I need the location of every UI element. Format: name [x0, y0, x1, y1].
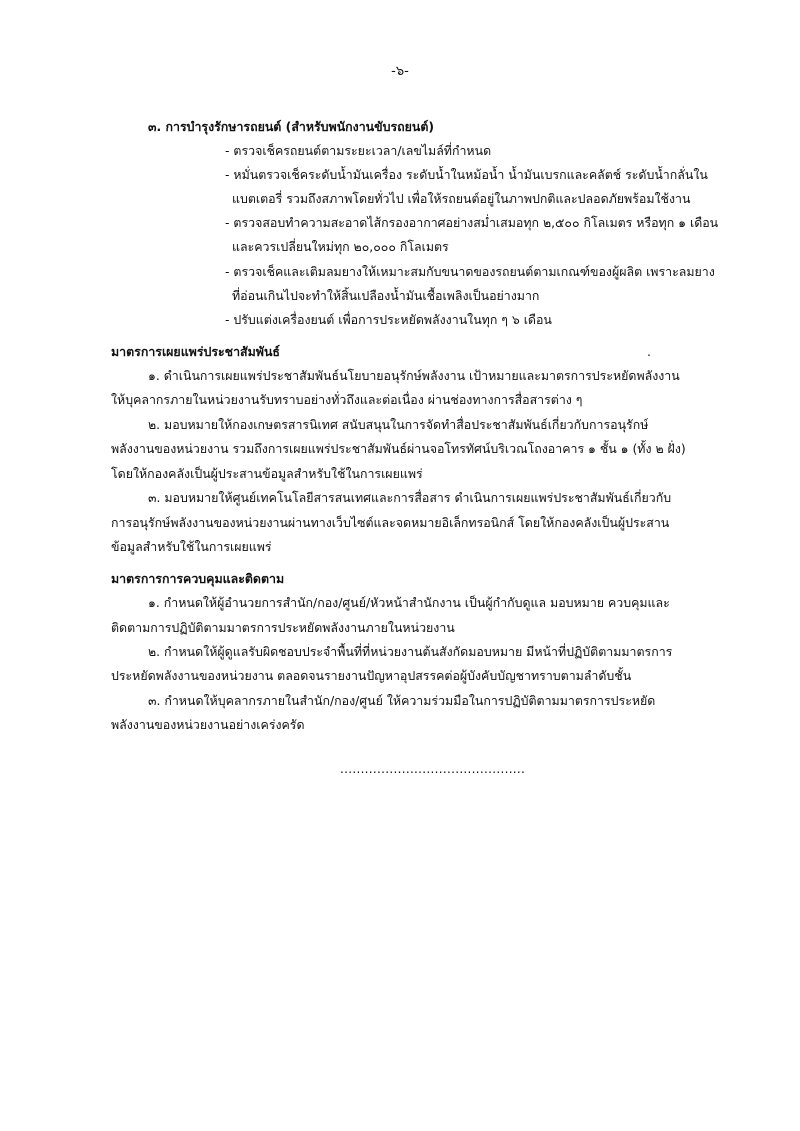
section3-bullet-3-cont: และควรเปลี่ยนใหม่ทุก ๒๐,๐๐๐ กิโลเมตร: [232, 239, 449, 254]
end-dotted-line: .............................................: [340, 762, 526, 776]
page-number: -๖-: [391, 64, 409, 79]
control-item-3-cont: พลังงานของหน่วยงานอย่างเคร่งครัด: [111, 717, 305, 732]
publicity-item-3-cont-1: การอนุรักษ์พลังงานของหน่วยงานผ่านทางเว็บไซต์และจดหมายอิเล็กทรอนิกส์ โดยให้กองคลังเป็นผู้ประสาน: [111, 515, 670, 530]
section3-bullet-3: - ตรวจสอบทำความสะอาดไส้กรองอากาศอย่างสม่ำเสมอทุก ๒,๕๐๐ กิโลเมตร หรือทุก ๑ เดือน: [225, 215, 719, 230]
section3-bullet-1: - ตรวจเช็ครถยนต์ตามระยะเวลา/เลขไมล์ที่กำหนด: [225, 143, 492, 158]
publicity-item-2-cont-1: พลังงานของหน่วยงาน รวมถึงการเผยแพร่ประชาสัมพันธ์ผ่านจอโทรทัศน์บริเวณโถงอาคาร ๑ ชั้น ๑ (ทั้ง ๒ ฝั่ง): [111, 441, 686, 456]
publicity-heading: มาตรการเผยแพร่ประชาสัมพันธ์: [111, 344, 280, 359]
section3-bullet-4: - ตรวจเช็คและเติมลมยางให้เหมาะสมกับขนาดของรถยนต์ตามเกณฑ์ของผู้ผลิต เพราะลมยาง: [225, 264, 715, 279]
publicity-item-1: ๑. ดำเนินการเผยแพร่ประชาสัมพันธ์นโยบายอนุรักษ์พลังงาน เป้าหมายและมาตรการประหยัดพลังงาน: [148, 368, 680, 383]
control-item-3: ๓. กำหนดให้บุคลากรภายในสำนัก/กอง/ศูนย์ ให้ความร่วมมือในการปฏิบัติตามมาตรการประหยัด: [148, 693, 656, 708]
publicity-item-2-cont-2: โดยให้กองคลังเป็นผู้ประสานข้อมูลสำหรับใช้ในการเผยแพร่: [111, 466, 423, 481]
section3-heading: ๓. การบำรุงรักษารถยนต์ (สำหรับพนักงานขับรถยนต์): [148, 119, 435, 134]
control-item-2-cont: ประหยัดพลังงานของหน่วยงาน ตลอดจนรายงานปัญหาอุปสรรคต่อผู้บังคับบัญชาทราบตามลำดับชั้น: [111, 668, 632, 683]
control-item-1-cont: ติดตามการปฏิบัติตามมาตรการประหยัดพลังงานภายในหน่วยงาน: [111, 620, 455, 635]
section3-bullet-2: - หมั่นตรวจเช็คระดับน้ำมันเครื่อง ระดับน้ำในหม้อน้ำ น้ำมันเบรกและคลัตช์ ระดับน้ำกลั่นใน: [225, 167, 708, 182]
control-heading: มาตรการการควบคุมและติดตาม: [111, 571, 285, 586]
section3-bullet-5: - ปรับแต่งเครื่องยนต์ เพื่อการประหยัดพลังงานในทุก ๆ ๖ เดือน: [225, 312, 552, 327]
publicity-item-1-cont: ให้บุคลากรภายในหน่วยงานรับทราบอย่างทั่วถึงและต่อเนื่อง ผ่านช่องทางการสื่อสารต่าง ๆ: [111, 392, 583, 407]
publicity-item-2: ๒. มอบหมายให้กองเกษตรสารนิเทศ สนับสนุนในการจัดทำสื่อประชาสัมพันธ์เกี่ยวกับการอนุรักษ์: [148, 417, 649, 432]
control-item-2: ๒. กำหนดให้ผู้ดูแลรับผิดชอบประจำพื้นที่ที่หน่วยงานต้นสังกัดมอบหมาย มีหน้าที่ปฏิบัติตามมาตรการ: [148, 644, 673, 659]
publicity-heading-dot: .: [647, 344, 651, 359]
publicity-item-3: ๓. มอบหมายให้ศูนย์เทคโนโลยีสารสนเทศและการสื่อสาร ดำเนินการเผยแพร่ประชาสัมพันธ์เกี่ยวกับ: [148, 490, 672, 505]
section3-bullet-2-cont: แบตเตอรี่ รวมถึงสภาพโดยทั่วไป เพื่อให้รถยนต์อยู่ในภาพปกติและปลอดภัยพร้อมใช้งาน: [232, 191, 691, 206]
section3-bullet-4-cont: ที่อ่อนเกินไปจะทำให้สิ้นเปลืองน้ำมันเชื้อเพลิงเป็นอย่างมาก: [232, 288, 540, 303]
publicity-item-3-cont-2: ข้อมูลสำหรับใช้ในการเผยแพร่: [111, 539, 272, 554]
control-item-1: ๑. กำหนดให้ผู้อำนวยการสำนัก/กอง/ศูนย์/หัวหน้าสำนักงาน เป็นผู้กำกับดูแล มอบหมาย ควบคุมและ: [148, 595, 670, 610]
